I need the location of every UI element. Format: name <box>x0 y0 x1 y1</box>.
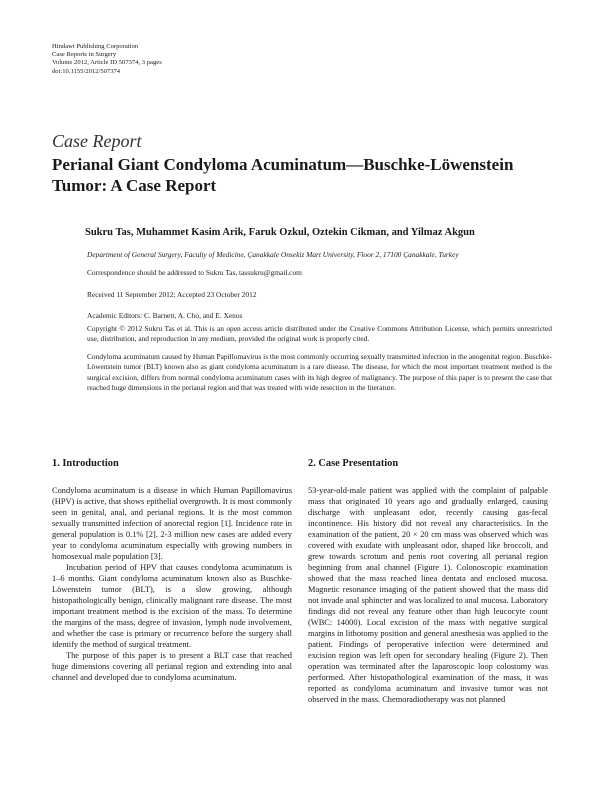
publisher-info <box>52 43 162 76</box>
abstract: Condyloma acuminatum caused by Human Papillomavirus is the most commonly occurring sexually transmitted infection in the anogenital region. Buschke-Löwenstein tumor (BLT) known also as giant condyloma acuminatum is a rare disease. The disease, for which the most important treatment method is the surgical excision, differs from normal condyloma acuminatum cases with its high degree of malignancy. The purpose of this paper is to present the case that reached huge dimensions in the perianal region and that was treated with wide resection in the literature. <box>87 352 552 392</box>
case-presentation-section <box>308 458 548 705</box>
introduction-paragraph-1: Condyloma acuminatum is a disease in which Human Papillomavirus (HPV) is active, that shows epithelial overgrowth. It is most commonly seen in genital, anal, and perianal regions. It is the most common sexually transmitted infection of anorectal region [1]. Incidence rate in general population is 0.1% [2]. 2-3 million new cases are added every year to condyloma acuminatum especially with growing numbers in homosexual male population [3]. <box>52 486 292 561</box>
introduction-paragraph-2: Incubation period of HPV that causes condyloma acuminatum is 1–6 months. Giant condyloma acuminatum known also as Buschke-Löwenstein tumor (BLT), is a slow growing, although histopathologically benign, clinically malignant rare disease. The most important treatment method is the excision of the mass. To determine the margins of the mass, degree of invasion, lymph node involvement, and whether the case is primary or recurrence before the surgery shall identify the method of surgical treatment. <box>52 563 292 649</box>
publisher-name: Hindawi Publishing Corporation <box>52 43 139 50</box>
doi[interactable]: doi:10.1155/2012/507374 <box>52 67 121 75</box>
article-type-label: Case Report <box>52 131 142 151</box>
introduction-section <box>52 458 292 683</box>
case-presentation-heading: 2. Case Presentation <box>308 458 399 469</box>
received-accepted-dates: Received 11 September 2012; Accepted 23 October 2012 <box>87 290 257 299</box>
introduction-paragraph-3: The purpose of this paper is to present a BLT case that reached huge dimensions covering all perianal region and extending into anal channel and developed due to condyloma acuminatum. <box>52 651 292 682</box>
affiliation: Department of General Surgery, Faculty of Medicine, Çanakkale Onsekiz Mart University, Floor 2, 17100 Çanakkale, Turkey <box>87 250 459 259</box>
article-title: Perianal Giant Condyloma Acuminatum—Buschke-Löwenstein Tumor: A Case Report <box>52 155 514 195</box>
case-presentation-paragraph-1: 53-year-old-male patient was applied with the complaint of palpable mass that originated 10 years ago and gradually enlarged, causing discharge with unpleasant odor, recently causing gas-fecal incontinence. His history did not reveal any characteristics. In the examination of the patient, 20 × 20 cm mass was observed which was covered with exudate with unpleasant odor, shaped like broccoli, and grew towards scrotum and penis root covering all perianal region beginning from anal channel (Figure 1). Colonoscopic examination showed that the mass reached linea dentata and enclosed mucosa. Magnetic resonance imaging of the patient showed that the mass did not invade anal sphincter and was localized to anal mucosa. Laboratory findings did not reveal any feature other than high leucocyte count (WBC: 14000). Local excision of the mass with negative surgical margins in lithotomy position and general anesthesia was applied to the patient. Findings of peroperative infection were determined and excision region was left open for secondary healing (Figure 2). Then operation was terminated after the laparoscopic loop colostomy was performed. After histopathological examination of the mass, it was reported as condyloma acuminatum and invasive tumor was not observed in the mass. Chemoradiotherapy was not planned <box>308 486 548 704</box>
journal-name: Case Reports in Surgery <box>52 51 117 59</box>
academic-editors: Academic Editors: C. Barnett, A. Cho, and E. Xenos <box>87 311 243 320</box>
volume-info: Volume 2012, Article ID 507374, 3 pages <box>52 59 162 67</box>
copyright-notice: Copyright © 2012 Sukru Tas et al. This is an open access article distributed under the Creative Commons Attribution License, which permits unrestricted use, distribution, and reproduction in any medium, provided the original work is properly cited. <box>87 324 552 344</box>
introduction-heading: 1. Introduction <box>52 458 119 469</box>
author-list: Sukru Tas, Muhammet Kasim Arik, Faruk Ozkul, Oztekin Cikman, and Yilmaz Akgun <box>85 227 475 238</box>
correspondence: Correspondence should be addressed to Sukru Tas, tassukru@gmail.com <box>87 268 302 277</box>
